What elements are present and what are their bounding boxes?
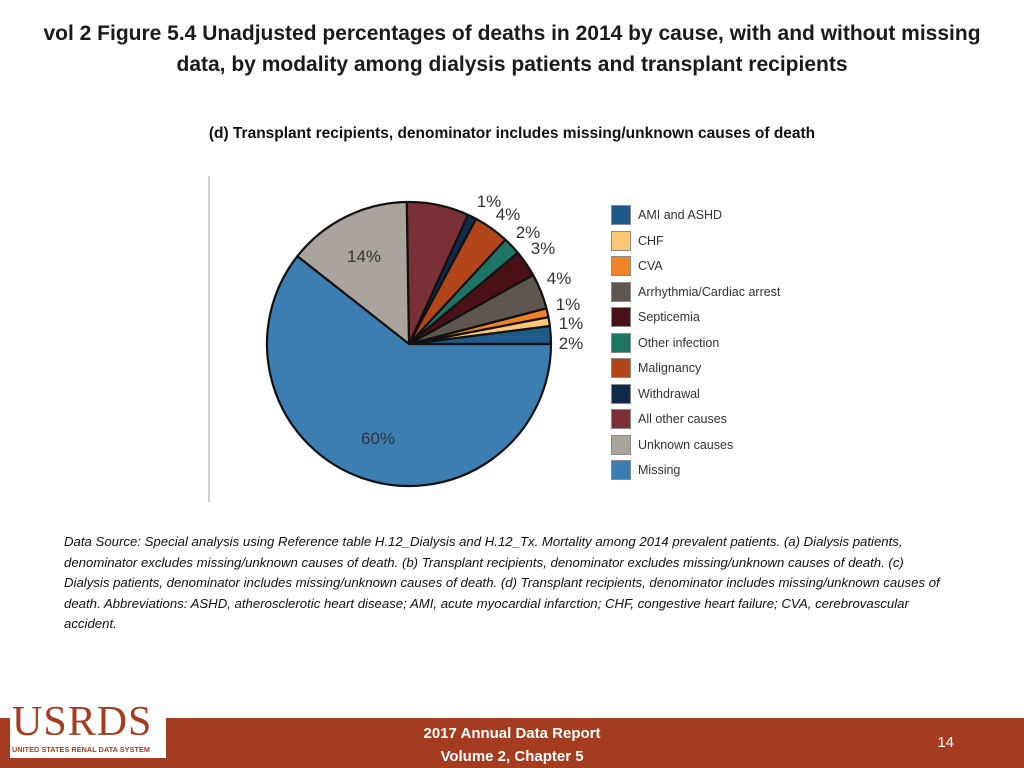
legend-swatch — [611, 384, 631, 404]
legend-swatch — [611, 460, 631, 480]
data-label-ami-and-ashd: 2% — [558, 334, 584, 353]
data-label-cva: 1% — [555, 295, 581, 314]
chart-title: (d) Transplant recipients, denominator includes missing/unknown causes of death — [208, 125, 816, 142]
footer-line-2: Volume 2, Chapter 5 — [440, 748, 584, 765]
legend-label: Arrhythmia/Cardiac arrest — [638, 284, 781, 299]
legend-swatch — [611, 333, 631, 353]
legend-swatch — [611, 256, 631, 276]
legend-swatch — [611, 231, 631, 251]
data-source-note: Data Source: Special analysis using Reference table H.12_Dialysis and H.12_Tx. Mortality among 2014 prevalent patients. (a) Dialysis patients, denominator excludes missing/unknown causes of death. (b) Transplant recipients, denominator excludes missing/unknown causes of death. (c) Dialysis patients, denominator includes missing/unknown causes of death. (d) Transplant recipients, denominator includes missing/unknown causes of death. Abbreviations: ASHD, atherosclerotic heart disease; AMI, acute myocardial infarction; CHF, congestive heart failure; CVA, cerebrovascular accident. — [64, 534, 940, 631]
legend-item — [611, 333, 871, 355]
data-label-malignancy: 4% — [495, 205, 521, 224]
legend-swatch — [611, 435, 631, 455]
legend-item — [611, 282, 871, 304]
legend-item — [611, 384, 871, 406]
legend-swatch — [611, 409, 631, 429]
legend-label: AMI and ASHD — [638, 208, 723, 222]
legend-label: All other causes — [638, 412, 727, 426]
data-label-chf: 1% — [558, 314, 584, 333]
legend-swatch — [611, 205, 631, 225]
legend-label: CHF — [638, 233, 664, 248]
logo-wordmark: USRDS — [12, 699, 153, 745]
logo-tagline: UNITED STATES RENAL DATA SYSTEM — [12, 745, 150, 754]
page-title: vol 2 Figure 5.4 Unadjusted percentages of deaths in 2014 by cause, with and without missing data, by modality among dialysis patients and transplant recipients — [43, 22, 981, 76]
legend-label: Septicemia — [638, 310, 700, 324]
legend-label: Missing — [638, 463, 681, 477]
legend-label: Unknown causes — [638, 437, 734, 452]
legend-swatch — [611, 282, 631, 302]
data-label-arrhythmia-cardiac-arrest: 4% — [546, 269, 572, 288]
footer-line-1: 2017 Annual Data Report — [423, 725, 601, 742]
legend-item — [611, 307, 871, 329]
legend-label: Withdrawal — [638, 386, 700, 401]
data-label-septicemia: 3% — [530, 239, 556, 258]
legend-item — [611, 460, 871, 482]
legend-label: Malignancy — [638, 361, 702, 375]
data-label-missing: 60% — [360, 429, 396, 448]
legend-item — [611, 205, 871, 227]
legend-swatch — [611, 307, 631, 327]
legend-item — [611, 435, 871, 457]
legend-label: Other infection — [638, 335, 720, 350]
data-label-unknown-causes: 14% — [346, 247, 382, 266]
legend-swatch — [611, 358, 631, 378]
legend-label: CVA — [638, 259, 663, 273]
data-label-withdrawal: 1% — [476, 192, 502, 211]
legend-item — [611, 409, 871, 431]
usrds-logo — [10, 700, 166, 758]
legend-item — [611, 358, 871, 380]
page-number: 14 — [937, 734, 954, 751]
legend-item — [611, 231, 871, 253]
data-label-other-infection: 2% — [515, 223, 541, 242]
legend-item — [611, 256, 871, 278]
